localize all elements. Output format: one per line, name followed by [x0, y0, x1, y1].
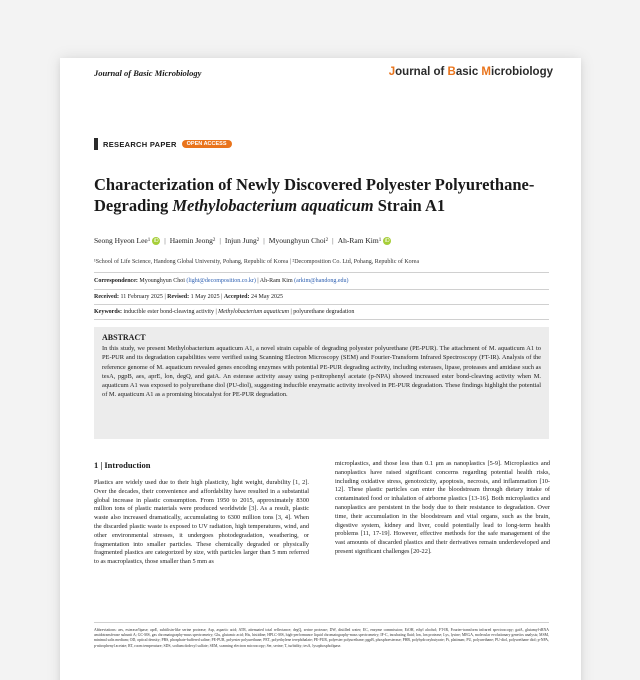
- article-page: [60, 58, 581, 680]
- divider: [94, 319, 549, 320]
- abstract-heading: ABSTRACT: [102, 333, 146, 342]
- author-separator: |: [219, 236, 221, 245]
- running-head: Journal of Basic Microbiology: [94, 68, 202, 78]
- corr2-email-link[interactable]: (arkim@handong.edu): [294, 278, 349, 284]
- keywords: Keywords: inducible ester bond-cleaving activity | Methylobacterium aquaticum | polyurethane degradation: [94, 309, 355, 315]
- orcid-icon[interactable]: iD: [153, 237, 159, 244]
- open-access-badge: OPEN ACCESS: [182, 140, 232, 148]
- correspondence: Correspondence: Myounghyun Choi (light@decomposition.co.kr) | Ah-Ram Kim (arkim@handong.edu): [94, 278, 349, 284]
- author-name: Ah-Ram Kim: [337, 236, 379, 245]
- corr1-email-link[interactable]: (light@decomposition.co.kr): [186, 278, 256, 284]
- section-heading-introduction: 1 | Introduction: [94, 460, 151, 470]
- abstract-box: [94, 327, 549, 439]
- author-affiliation-mark: 2: [212, 238, 216, 243]
- author-list: [94, 236, 391, 245]
- author-name: Injun Jung: [224, 236, 257, 245]
- divider: [94, 289, 549, 290]
- article-title: Characterization of Newly Discovered Polyester Polyurethane-Degrading Methylobacterium aquaticum Strain A1: [94, 175, 535, 215]
- author-affiliation-mark: 2: [325, 238, 329, 243]
- author-name: Seong Hyeon Lee: [94, 236, 148, 245]
- author-affiliation-mark: 1: [378, 238, 382, 243]
- article-type-row: [94, 138, 232, 150]
- abbreviations-footnote: Abbreviations: aes, esterase/lipase; aprE, subtilisin-like serine protease; Asp, aspartic acid; ATR, attenuated total reflectance; degQ, serine protease; DW, distilled water; EC, enzyme commission; EtOH, ethyl alcohol; FT-IR, Fourier-transform infrared spectroscopy; gatA, glutamyl-tRNA amidotransferase subunit A; GC-MS, gas chromatography-mass spectrometry; Glu, glutamic acid; His, histidine; HPLC-MS, high-performance liquid chromatography-mass spectrometry; IF-C, incubating fluid; lon, lon protease; Lys, lysine; MEGA, molecular evolutionary genetics analysis; MSM, minimal salts medium; OD, optical density; PBS, phosphate-buffered saline; PE-PUR, polyester polyurethane; PET, polyethylene terephthalate; PE-PUR, polyester polyurethane; pgpB, phosphoesterase; PHB, polyhydroxybutyrate; Pi, platinum; PU, polyurethane; PU-diol, polyurethane diol; p-NPA, p-nitrophenyl acetate; RT, room temperature; SDS, sodium dodecyl sulfate; SEM, scanning electron microscopy; Ser, serine; T, turbidity; tesA, lysophospholipase.: [94, 628, 549, 648]
- author-separator: |: [263, 236, 265, 245]
- intro-column-right: microplastics, and those less than 0.1 μm as nanoplastics [5-9]. Microplastics and nanoplastics have raised significant concerns regarding potential health risks, including oxidative stress, genotoxicity, apoptosis, necrosis, and inflammation [10-12]. These plastic particles can enter the bloodstream through dietary intake of contaminated food or inhalation of airborne plastics [13-16]. Both microplastics and nanoplastics are persistent in the body due to their resistance to degradation. Over time, their accumulation in the bloodstream and vital organs, such as the brain, digestive system, kidney and liver, could potentially lead to long-term health problems [11, 17-19]. However, effective methods for the safe management of the vast amounts of discarded plastics and their derivatives remain underdeveloped and present significant challenges [20-22].: [335, 460, 550, 555]
- author-name: Haemin Jeong: [169, 236, 213, 245]
- author-separator: |: [332, 236, 334, 245]
- affiliations: ¹School of Life Science, Handong Global University, Pohang, Republic of Korea | ²Decomposition Co. Ltd, Pohang, Republic of Korea: [94, 259, 420, 265]
- author-name: Myounghyun Choi: [268, 236, 326, 245]
- abstract-text: In this study, we present Methylobacterium aquaticum A1, a novel strain capable of degrading polyester polyurethane (PE-PUR). The attachment of M. aquaticum A1 to PE-PUR and its degradation capabilities were verified using Scanning Electron Microscopy (SEM) and Fourier-Transform Infrared Spectroscopy (FT-IR). Analysis of the reference genome of M. aquaticum revealed genes encoding enzymes with potential PE-PUR degrading activity, including esterases, lipase, proteases and amidase such as tesA, pgpB, aes, aprE, lon, degQ, and gatA. An esterase activity assay using p-nitrophenyl acetate (p-NPA) showed increased ester bond-cleaving activity when M. aquaticum A1 was exposed to polyurethane diol (PU-diol), suggesting inducible enzymatic activity involved in PE-PUR degradation. These findings highlight the potential of M. aquaticum A1 as a promising biocatalyst for PE-PUR degradation.: [102, 345, 541, 399]
- author-affiliation-mark: 2: [256, 238, 260, 243]
- intro-column-left: Plastics are widely used due to their high plasticity, light weight, durability [1, 2]. Over the decades, their convenience and affordability have resulted in a substantial global increase in plastic consumption. From 1950 to 2015, approximately 8300 million tons of plastic materials were produced worldwide [3]. As a result, plastic waste also increased dramatically, accumulating to 6300 million tons [3, 4]. When the discarded plastic waste is exposed to UV radiation, high temperatures, wind, and other environmental stresses, it undergoes photodegradation, weathering, or fragmentation into smaller particles. These chemically degraded or physically fragmented plastics are categorized by size, with particles larger than 5 mm referred to as macroplastics, those smaller than 5 mm as: [94, 479, 309, 566]
- divider: [94, 304, 549, 305]
- author-affiliation-mark: 1: [147, 238, 151, 243]
- divider: [94, 272, 549, 273]
- article-type-label: RESEARCH PAPER: [103, 139, 177, 149]
- orcid-icon[interactable]: iD: [384, 237, 390, 244]
- article-dates: Received: 11 February 2025 | Revised: 1 May 2025 | Accepted: 24 May 2025: [94, 294, 283, 300]
- footnote-divider: [94, 622, 549, 623]
- author-separator: |: [164, 236, 166, 245]
- journal-logo: Journal of Basic Microbiology: [388, 66, 553, 78]
- article-type-marker: [94, 138, 98, 150]
